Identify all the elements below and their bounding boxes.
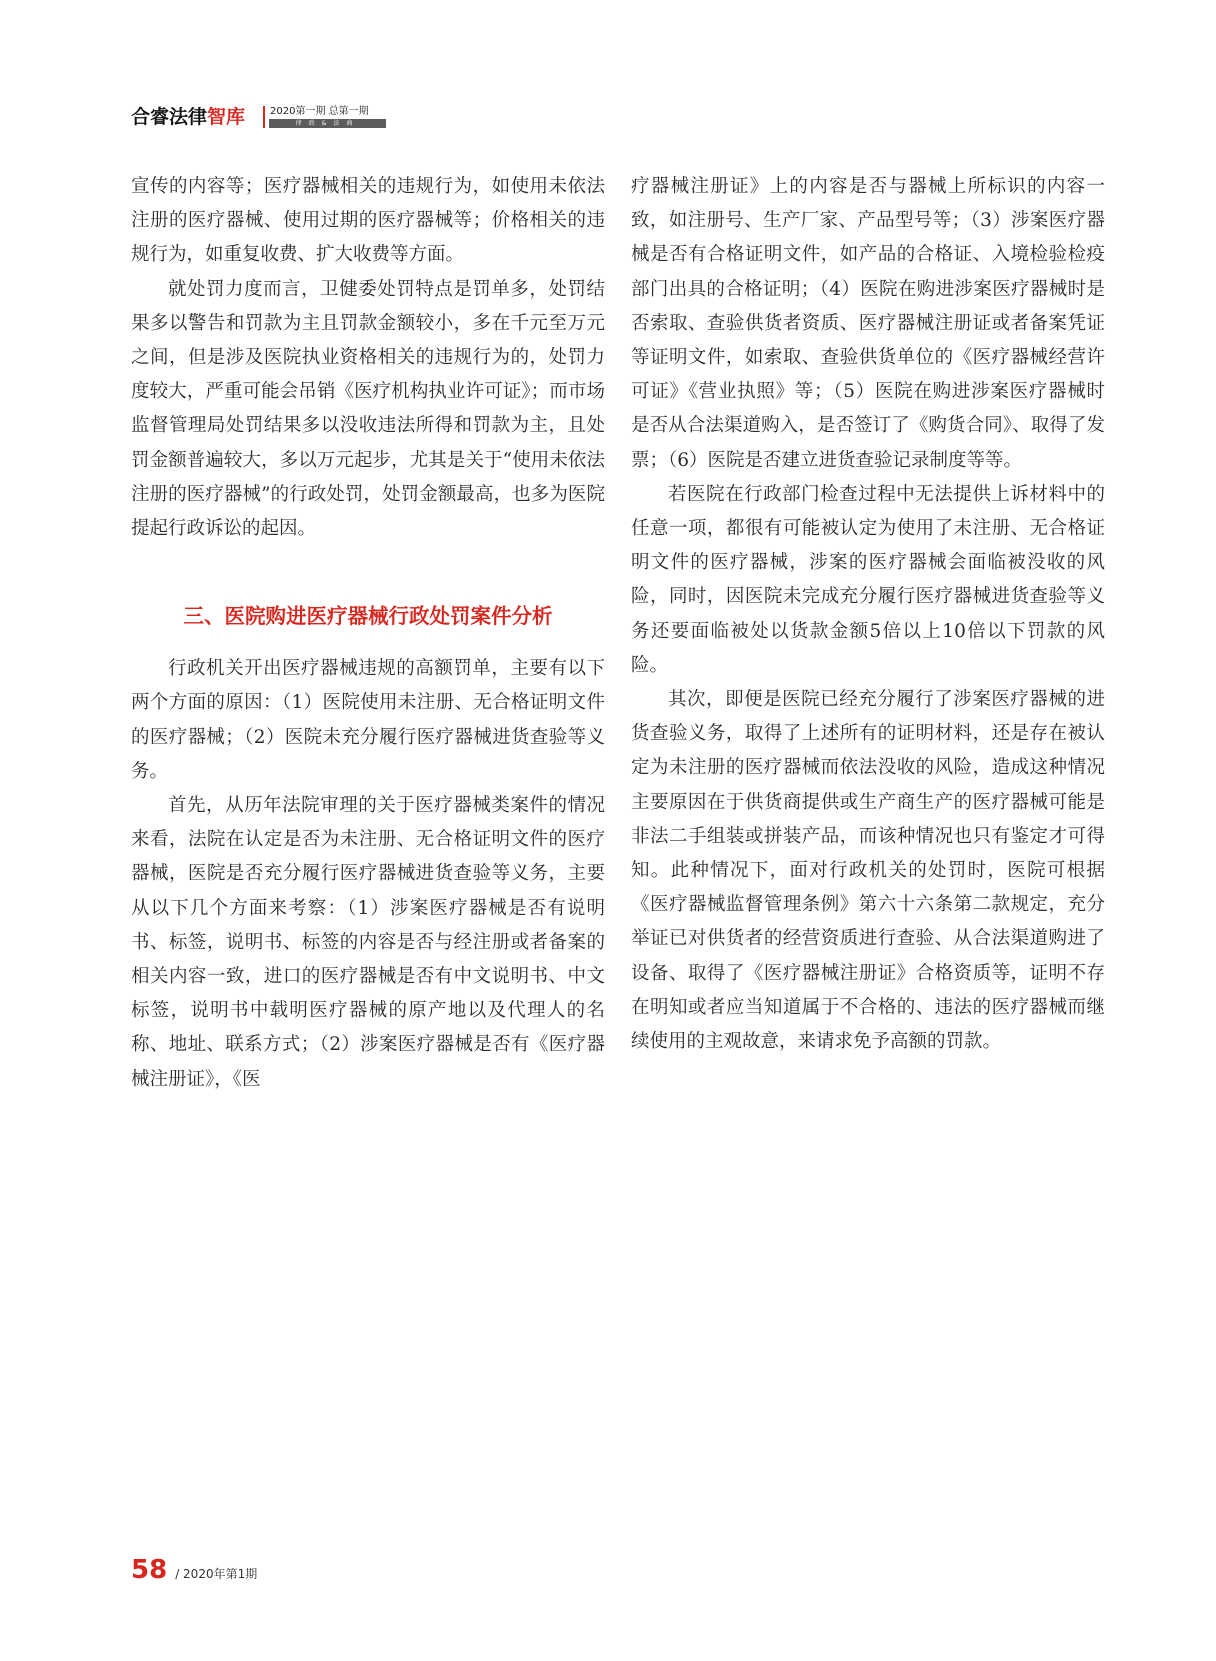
page-footer	[131, 1553, 257, 1587]
header-issue: 2020第一期 总第一期	[270, 106, 369, 117]
left-column	[131, 170, 605, 1097]
brand-main: 合睿法律	[131, 106, 208, 128]
paragraph: 宣传的内容等；医疗器械相关的违规行为，如使用未依法注册的医疗器械、使用过期的医疗器械等；价格相关的违规行为，如重复收费、扩大收费等方面。	[131, 176, 605, 266]
footer-issue: / 2020年第1期	[175, 1567, 258, 1581]
paragraph: 若医院在行政部门检查过程中无法提供上诉材料中的任意一项，都很有可能被认定为使用了未注册、无合格证明文件的医疗器械，涉案的医疗器械会面临被没收的风险，同时，因医院未完成充分履行医疗器械进货查验等义务还要面临被处以货款金额5倍以上10倍以下罚款的风险。	[631, 483, 1105, 676]
header-band: 律政&法商	[269, 119, 386, 128]
brand-accent: 智库	[207, 106, 246, 128]
page-number: 58	[131, 1555, 168, 1585]
brand-logo	[131, 104, 245, 130]
right-column	[631, 170, 1105, 1059]
paragraph: 疗器械注册证》上的内容是否与器械上所标识的内容一致，如注册号、生产厂家、产品型号等；（3）涉案医疗器械是否有合格证明文件，如产品的合格证、入境检验检疫部门出具的合格证明；（4）医院在购进涉案医疗器械时是否索取、查验供货者资质、医疗器械注册证或者备案凭证等证明文件，如索取、查验供货单位的《医疗器械经营许可证》《营业执照》等；（5）医院在购进涉案医疗器械时是否从合法渠道购入，是否签订了《购货合同》、取得了发票；（6）医院是否建立进货查验记录制度等等。	[631, 176, 1105, 471]
header-divider	[263, 106, 265, 128]
paragraph: 就处罚力度而言，卫健委处罚特点是罚单多，处罚结果多以警告和罚款为主且罚款金额较小，多在千元至万元之间，但是涉及医院执业资格相关的违规行为的，处罚力度较大，严重可能会吊销《医疗机构执业许可证》；而市场监督管理局处罚结果多以没收违法所得和罚款为主，且处罚金额普遍较大，多以万元起步，尤其是关于“使用未依法注册的医疗器械”的行政处罚，处罚金额最高，也多为医院提起行政诉讼的起因。	[131, 278, 605, 540]
paragraph: 其次，即便是医院已经充分履行了涉案医疗器械的进货查验义务，取得了上述所有的证明材料，还是存在被认定为未注册的医疗器械而依法没收的风险，造成这种情况主要原因在于供货商提供或生产商生产的医疗器械可能是非法二手组装或拼装产品，而该种情况也只有鉴定才可得知。此种情况下，面对行政机关的处罚时，医院可根据《医疗器械监督管理条例》第六十六条第二款规定，充分举证已对供货者的经营资质进行查验、从合法渠道购进了设备、取得了《医疗器械注册证》合格资质等，证明不存在明知或者应当知道属于不合格的、违法的医疗器械而继续使用的主观故意，来请求免予高额的罚款。	[631, 689, 1105, 1053]
section-heading: 三、医院购进医疗器械行政处罚案件分析	[183, 604, 553, 629]
paragraph: 行政机关开出医疗器械违规的高额罚单，主要有以下两个方面的原因：（1）医院使用未注册、无合格证明文件的医疗器械；（2）医院未充分履行医疗器械进货查验等义务。	[131, 658, 605, 782]
paragraph: 首先，从历年法院审理的关于医疗器械类案件的情况来看，法院在认定是否为未注册、无合格证明文件的医疗器械，医院是否充分履行医疗器械进货查验等义务，主要从以下几个方面来考察：（1）涉案医疗器械是否有说明书、标签，说明书、标签的内容是否与经注册或者备案的相关内容一致，进口的医疗器械是否有中文说明书、中文标签，说明书中载明医疗器械的原产地以及代理人的名称、地址、联系方式；（2）涉案医疗器械是否有《医疗器械注册证》，《医	[131, 795, 605, 1090]
